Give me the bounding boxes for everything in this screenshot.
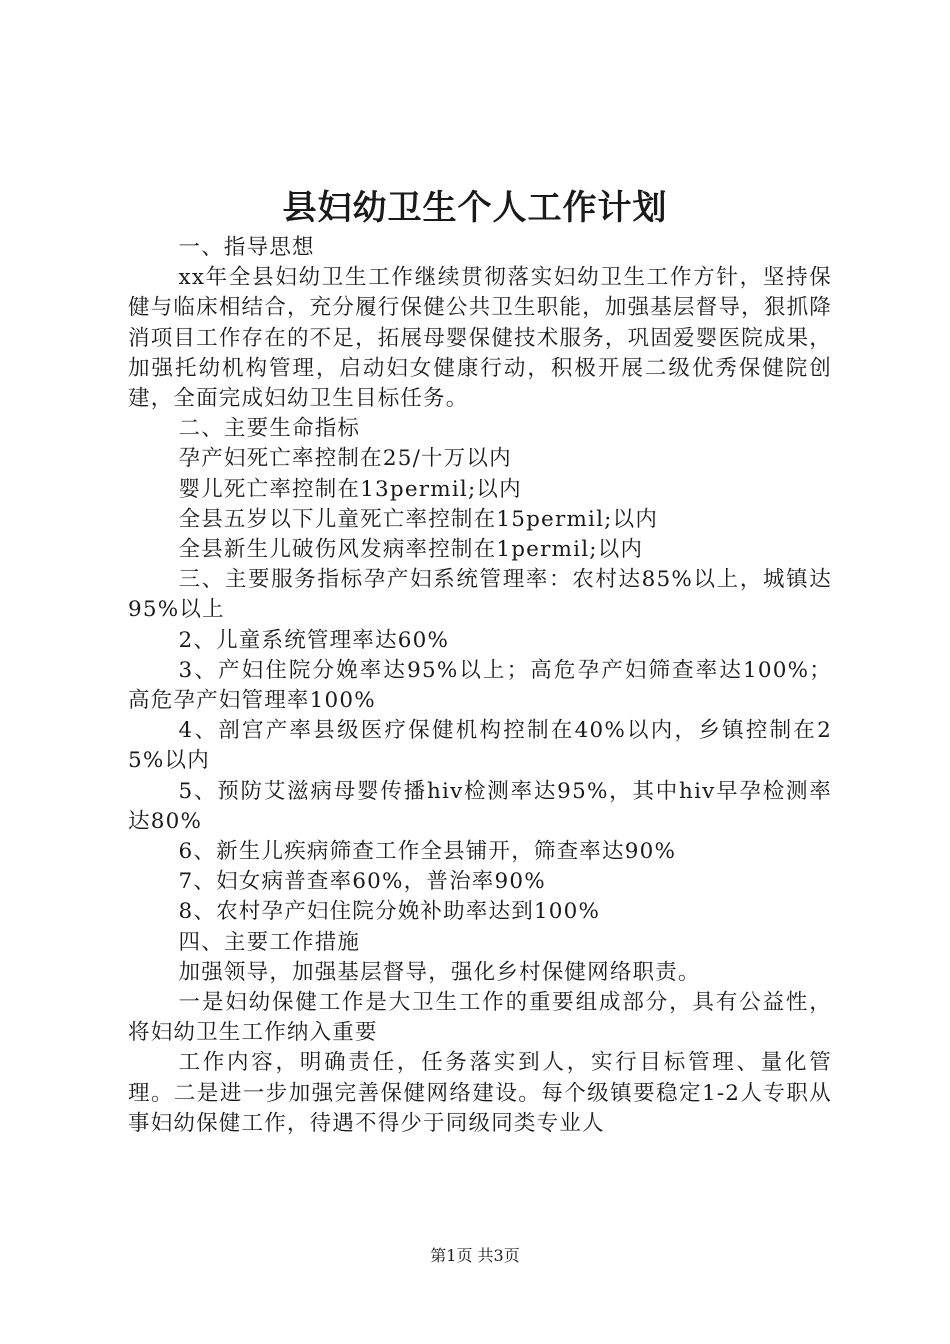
indicator-line: 6、新生儿疾病筛查工作全县铺开，筛查率达90%	[178, 839, 677, 865]
section-heading: 四、主要工作措施	[178, 929, 361, 955]
indicator-line: 全县五岁以下儿童死亡率控制在15permil;以内	[178, 506, 659, 532]
section-heading: 二、主要生命指标	[178, 416, 361, 442]
page-number-footer: 第1页 共3页	[430, 1246, 520, 1265]
indicator-line: 全县新生儿破伤风发病率控制在1permil;以内	[178, 537, 644, 563]
section-heading: 三、主要服务指标孕产妇系统管理率：农村达85%以上，城镇达95%以上	[128, 567, 832, 623]
body-paragraph: xx年全县妇幼卫生工作继续贯彻落实妇幼卫生工作方针，坚持保健与临床相结合，充分履行保健公共卫生职能，加强基层督导，狠抓降消项目工作存在的不足，拓展母婴保健技术服务，巩固爱婴医院成果，加强托幼机构管理，启动妇女健康行动，积极开展二级优秀保健院创建，全面完成妇幼卫生目标任务。	[128, 265, 832, 412]
indicator-line: 2、儿童系统管理率达60%	[178, 627, 450, 653]
indicator-line: 5、预防艾滋病母婴传播hiv检测率达95%，其中hiv早孕检测率达80%	[128, 778, 832, 834]
indicator-line: 孕产妇死亡率控制在25/十万以内	[178, 446, 512, 472]
indicator-line: 4、剖宫产率县级医疗保健机构控制在40%以内，乡镇控制在25%以内	[128, 718, 832, 774]
indicator-line: 8、农村孕产妇住院分娩补助率达到100%	[178, 899, 601, 925]
indicator-line: 7、妇女病普查率60%，普治率90%	[178, 869, 546, 895]
body-paragraph: 一是妇幼保健工作是大卫生工作的重要组成部分，具有公益性，将妇幼卫生工作纳入重要	[128, 990, 832, 1046]
document-body	[128, 233, 832, 1139]
indicator-line: 婴儿死亡率控制在13permil;以内	[178, 476, 522, 502]
section-heading: 一、指导思想	[178, 235, 315, 260]
document-title: 县妇幼卫生个人工作计划	[282, 188, 668, 228]
body-paragraph: 工作内容，明确责任，任务落实到人，实行目标管理、量化管理。二是进一步加强完善保健网络建设。每个级镇要稳定1-2人专职从事妇幼保健工作，待遇不得少于同级同类专业人	[128, 1050, 832, 1136]
body-paragraph: 加强领导，加强基层督导，强化乡村保健网络职责。	[178, 959, 701, 985]
indicator-line: 3、产妇住院分娩率达95%以上；高危孕产妇筛查率达100%；高危孕产妇管理率100%	[128, 657, 832, 714]
